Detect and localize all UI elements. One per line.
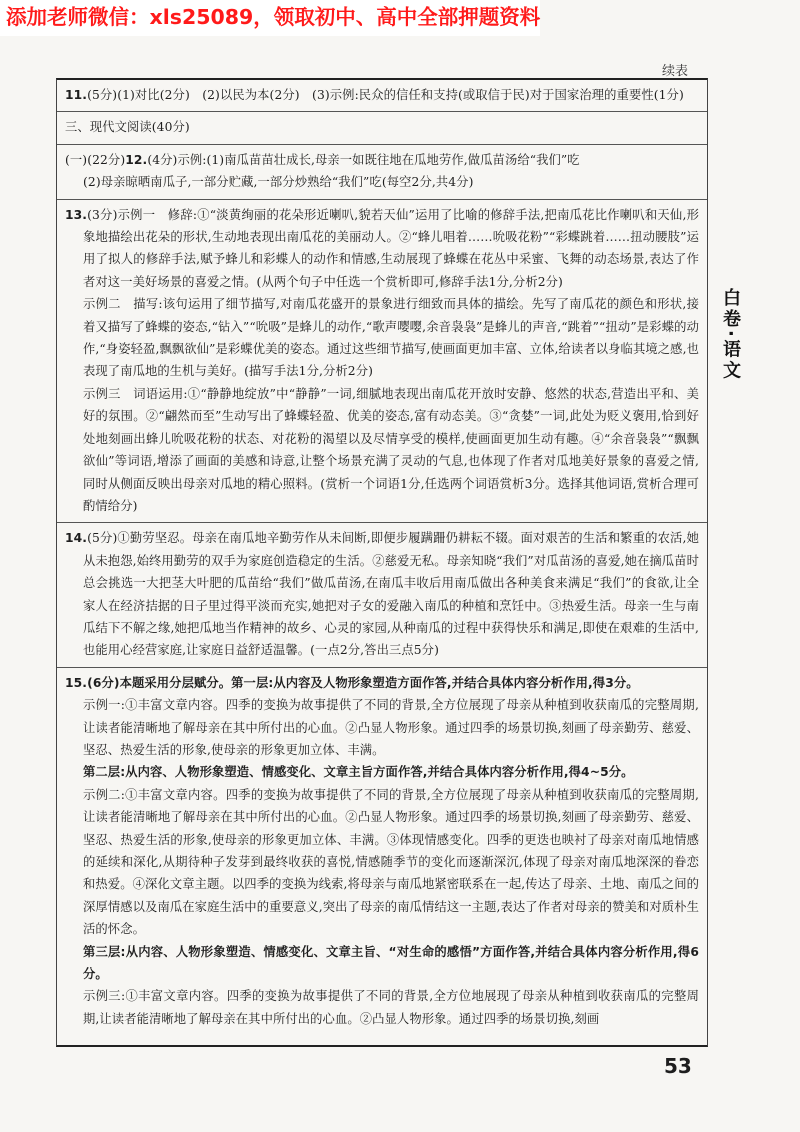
answer-12-line1 bbox=[65, 149, 699, 171]
answer-15-layer3: 第三层:从内容、人物形象塑造、情感变化、文章主旨、“对生命的感悟”方面作答,并结合具体内容分析作用,得6分。 bbox=[83, 944, 699, 982]
question-number: 11. bbox=[65, 88, 88, 102]
answer-text: (6分)本题采用分层赋分。第一层:从内容及人物形象塑造方面作答,并结合具体内容分析作用,得3分。 bbox=[87, 675, 639, 690]
answer-15-example2: 示例二:①丰富文章内容。四季的变换为故事提供了不同的背景,全方位展现了母亲从种植到收获南瓜的完整周期,让读者能清晰地了解母亲在其中所付出的心血。②凸显人物形象。通过四季的场景切换,刻画了母亲勤劳、慈爱、坚忍、热爱生活的形象,使母亲的形象更加立体、丰满。③体现情感变化。四季的更迭也映衬了母亲对南瓜地情感的延续和深化,从期待种子发芽到最终收获的喜悦,情感随季节的变化而逐渐深沉,体现了母亲对南瓜地深深的眷恋和热爱。④深化文章主题。以四季的变换为线索,将母亲与南瓜地紧密联系在一起,传达了母亲、土地、南瓜之间的深厚情感以及南瓜在家庭生活中的重要意义,突出了母亲的南瓜情结这一主题,表达了作者对母亲的赞美和对质朴生活的怀念。 bbox=[83, 787, 699, 937]
question-number: 15. bbox=[65, 675, 88, 690]
answer-15-intro bbox=[65, 672, 699, 694]
answer-13-example2: 示例二 描写:该句运用了细节描写,对南瓜花盛开的景象进行细致而具体的描绘。先写了南瓜花的颜色和形状,接着又描写了蜂蝶的姿态,“钻入”“吮吸”是蜂儿的动作,“歌声嘤嘤,余音袅袅”是蜂儿的声音,“跳着”“扭动”是彩蝶的动作,“身姿轻盈,飘飘欲仙”是彩蝶优美的姿态。通过这些细节描写,使画面更加丰富、立体,给读者以身临其境之感,也表现了南瓜地的生机与美好。(描写手法1分,分析2分) bbox=[83, 297, 699, 379]
side-tab-label: 白卷·语文 bbox=[720, 288, 741, 382]
continued-label: 续表 bbox=[661, 64, 688, 79]
answer-text: (5分)①勤劳坚忍。母亲在南瓜地辛勤劳作从未间断,即便步履蹒跚仍耕耘不辍。面对艰苦的生活和繁重的农活,她从未抱怨,始终用勤劳的双手为家庭创造稳定的生活。②慈爱无私。母亲知晓“我们”对瓜苗汤的喜爱,她在摘瓜苗时总会挑选一大把茎大叶肥的瓜苗给“我们”做瓜苗汤,在南瓜丰收后用南瓜做出各种美食来满足“我们”的食欲,让全家人在经济拮据的日子里过得平淡而充实,她把对子女的爱融入南瓜的种植和烹饪中。③热爱生活。母亲一生与南瓜结下不解之缘,她把瓜地当作精神的故乡、心灵的家园,从种南瓜的过程中获得快乐和满足,即使在艰难的生活中,也能用心经营家庭,让家庭日益舒适温馨。(一点2分,答出三点5分) bbox=[83, 531, 699, 658]
answer-12-line2: (2)母亲晾晒南瓜子,一部分贮藏,一部分炒熟给“我们”吃(每空2分,共4分) bbox=[83, 175, 474, 190]
answer-row-15 bbox=[57, 668, 707, 1036]
question-number: 14. bbox=[65, 531, 88, 546]
section-row bbox=[57, 112, 707, 144]
answer-text: (4分)示例:(1)南瓜苗苗壮成长,母亲一如既往地在瓜地劳作,做瓜苗汤给“我们”吃 bbox=[147, 152, 580, 167]
question-number: 12. bbox=[125, 152, 148, 167]
answer-13-example1 bbox=[65, 204, 699, 294]
answer-14 bbox=[65, 527, 699, 661]
question-number: 13. bbox=[65, 207, 88, 222]
answer-text: (5分)(1)对比(2分) (2)以民为本(2分) (3)示例:民众的信任和支持(或取信于民)对于国家治理的重要性(1分) bbox=[87, 88, 684, 102]
answer-15-layer2: 第二层:从内容、人物形象塑造、情感变化、文章主旨方面作答,并结合具体内容分析作用,得4~5分。 bbox=[83, 765, 634, 780]
part-prefix: (一)(22分) bbox=[65, 152, 126, 167]
page-number: 53 bbox=[664, 1054, 692, 1078]
answer-11 bbox=[65, 84, 699, 106]
answer-row-11 bbox=[57, 80, 707, 112]
answer-15-example3: 示例三:①丰富文章内容。四季的变换为故事提供了不同的背景,全方位地展现了母亲从种植到收获南瓜的完整周期,让读者能清晰地了解母亲在其中所付出的心血。②凸显人物形象。通过四季的场景切换,刻画 bbox=[83, 989, 699, 1026]
answer-15-example1: 示例一:①丰富文章内容。四季的变换为故事提供了不同的背景,全方位展现了母亲从种植到收获南瓜的完整周期,让读者能清晰地了解母亲在其中所付出的心血。②凸显人物形象。通过四季的场景切换,刻画了母亲勤劳、慈爱、坚忍、热爱生活的形象,使母亲的形象更加立体、丰满。 bbox=[83, 698, 699, 757]
answer-row-14 bbox=[57, 523, 707, 667]
answer-text: (3分)示例一 修辞:①“淡黄绚丽的花朵形近喇叭,貌若天仙”运用了比喻的修辞手法,把南瓜花比作喇叭和天仙,形象地描绘出花朵的形状,生动地表现出南瓜花的美丽动人。②“蜂儿唱着……吮吸花粉”“彩蝶跳着……扭动腰肢”运用了拟人的修辞手法,赋予蜂儿和彩蝶人的动作和情感,生动展现了蜂蝶在花丛中采蜜、飞舞的动态场景,表达了作者对这一美好场景的喜爱之情。(从两个句子中任选一个赏析即可,修辞手法1分,分析2分) bbox=[83, 207, 699, 289]
answer-13-example3: 示例三 词语运用:①“静静地绽放”中“静静”一词,细腻地表现出南瓜花开放时安静、悠然的状态,营造出平和、美好的氛围。②“翩然而至”生动写出了蜂蝶轻盈、优美的姿态,富有动态美。③“贪婪”一词,此处为贬义褒用,恰到好处地刻画出蜂儿吮吸花粉的状态、对花粉的渴望以及尽情享受的模样,使画面更加生动有趣。④“余音袅袅”“飘飘欲仙”等词语,增添了画面的美感和诗意,让整个场景充满了灵动的气息,也体现了作者对瓜地美好景象的喜爱之情,同时从侧面反映出母亲对瓜地的精心照料。(赏析一个词语1分,任选两个词语赏析3分。选择其他词语,赏析合理可酌情给分) bbox=[83, 386, 699, 513]
section-title: 三、现代文阅读(40分) bbox=[65, 120, 190, 135]
answer-row-13 bbox=[57, 200, 707, 524]
answer-row-12 bbox=[57, 145, 707, 200]
answer-table bbox=[56, 78, 708, 1047]
promo-banner: 添加老师微信：xls25089，领取初中、高中全部押题资料 bbox=[0, 0, 540, 36]
